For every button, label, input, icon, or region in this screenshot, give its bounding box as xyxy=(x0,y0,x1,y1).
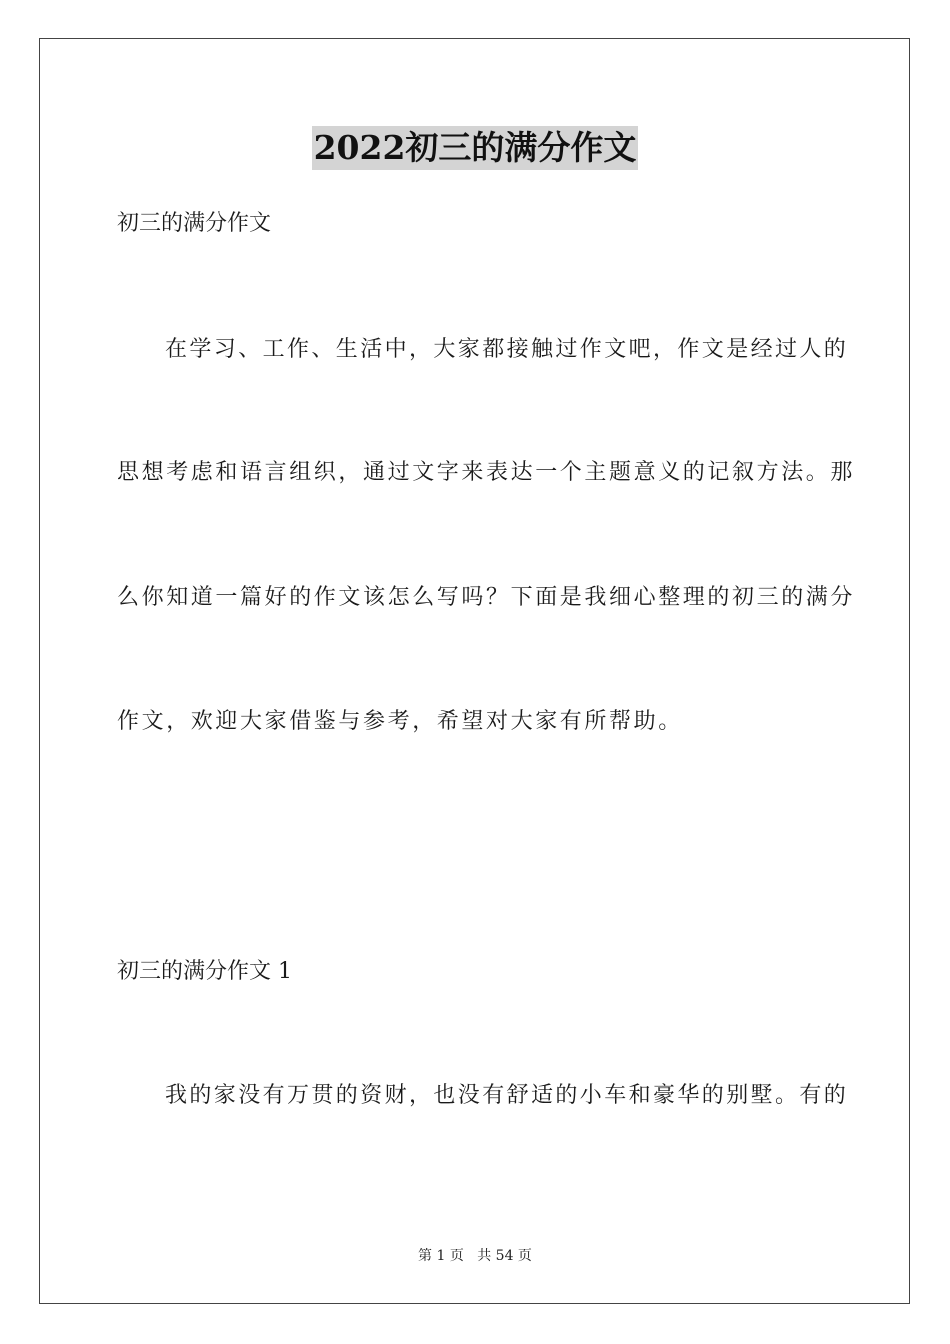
intro-line-1: 在学习、工作、生活中，大家都接触过作文吧，作文是经过人的 xyxy=(165,337,849,362)
intro-line-2: 思想考虑和语言组织，通过文字来表达一个主题意义的记叙方法。那 xyxy=(117,460,856,485)
section-heading: 初三的满分作文 1 xyxy=(117,959,292,984)
page-footer xyxy=(0,1246,950,1266)
title-container xyxy=(0,126,950,170)
intro-line-4: 作文，欢迎大家借鉴与参考，希望对大家有所帮助。 xyxy=(117,709,683,734)
document-subtitle: 初三的满分作文 xyxy=(117,211,272,236)
intro-line-3: 么你知道一篇好的作文该怎么写吗？下面是我细心整理的初三的满分 xyxy=(117,585,856,610)
page-number: 第 1 页 xyxy=(418,1248,464,1264)
page-total: 共 54 页 xyxy=(477,1248,532,1264)
section-line-1: 我的家没有万贯的资财，也没有舒适的小车和豪华的别墅。有的 xyxy=(165,1083,849,1108)
document-title: 2022初三的满分作文 xyxy=(312,126,639,170)
